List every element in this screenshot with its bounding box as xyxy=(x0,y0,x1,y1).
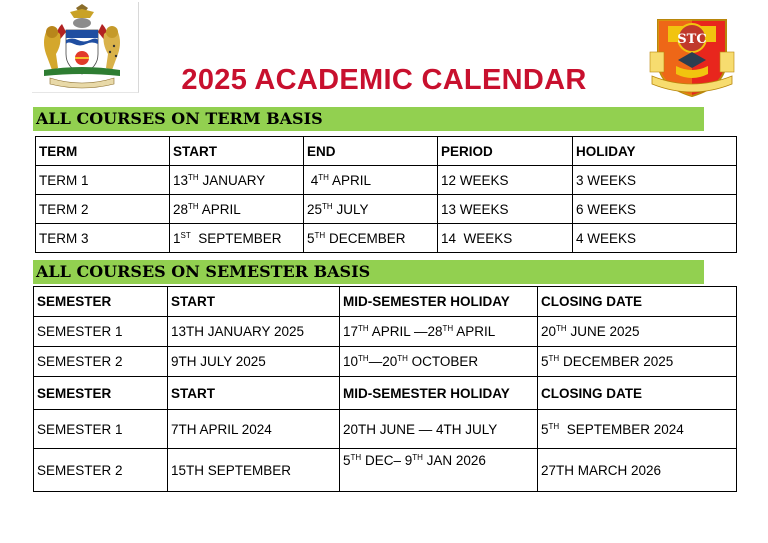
table-row xyxy=(34,410,737,449)
start-cell: 1ST SEPTEMBER xyxy=(170,224,304,253)
table-row xyxy=(36,166,737,195)
semester-cell: SEMESTER 1 xyxy=(34,317,168,347)
mid-holiday-cell: 10TH—20TH OCTOBER xyxy=(340,347,538,377)
term-cell: TERM 3 xyxy=(36,224,170,253)
closing-date-cell: 5TH SEPTEMBER 2024 xyxy=(538,410,737,449)
holiday-cell: 6 WEEKS xyxy=(573,195,737,224)
mid-holiday-cell: 17TH APRIL —28TH APRIL xyxy=(340,317,538,347)
end-cell: 5TH DECEMBER xyxy=(304,224,438,253)
closing-date-cell: 27TH MARCH 2026 xyxy=(538,449,737,492)
start-cell: 9TH JULY 2025 xyxy=(168,347,340,377)
semester-cell: SEMESTER 2 xyxy=(34,347,168,377)
term-cell: TERM 1 xyxy=(36,166,170,195)
table-row xyxy=(36,224,737,253)
term-table xyxy=(35,136,737,253)
column-header-period: PERIOD xyxy=(438,137,573,166)
mid-holiday-cell: 5TH DEC– 9TH JAN 2026 xyxy=(340,449,538,492)
closing-date-cell: 5TH DECEMBER 2025 xyxy=(538,347,737,377)
term-section-banner: ALL COURSES ON TERM BASIS xyxy=(33,107,704,131)
column-header-mid-semester-holiday: MID-SEMESTER HOLIDAY xyxy=(340,287,538,317)
table-row xyxy=(34,347,737,377)
table-row xyxy=(34,449,737,492)
period-cell: 12 WEEKS xyxy=(438,166,573,195)
column-header-mid-semester-holiday: MID-SEMESTER HOLIDAY xyxy=(340,377,538,410)
column-header-holiday: HOLIDAY xyxy=(573,137,737,166)
column-header-term: TERM xyxy=(36,137,170,166)
semester-cell: SEMESTER 2 xyxy=(34,449,168,492)
table-header-row xyxy=(34,287,737,317)
start-cell: 13TH JANUARY xyxy=(170,166,304,195)
start-cell: 15TH SEPTEMBER xyxy=(168,449,340,492)
table-row xyxy=(36,195,737,224)
closing-date-cell: 20TH JUNE 2025 xyxy=(538,317,737,347)
semester-table xyxy=(33,286,737,492)
table-header-row xyxy=(36,137,737,166)
page-title: 2025 ACADEMIC CALENDAR xyxy=(181,64,587,96)
end-cell: 25TH JULY xyxy=(304,195,438,224)
table-row xyxy=(34,317,737,347)
mid-holiday-cell: 20TH JUNE — 4TH JULY xyxy=(340,410,538,449)
column-header-start: START xyxy=(168,377,340,410)
svg-text:STC: STC xyxy=(677,32,707,47)
holiday-cell: 3 WEEKS xyxy=(573,166,737,195)
start-cell: 13TH JANUARY 2025 xyxy=(168,317,340,347)
table-header-row xyxy=(34,377,737,410)
semester-cell: SEMESTER 1 xyxy=(34,410,168,449)
start-cell: 28TH APRIL xyxy=(170,195,304,224)
start-cell: 7TH APRIL 2024 xyxy=(168,410,340,449)
column-header-semester: SEMESTER xyxy=(34,287,168,317)
end-cell: 4TH APRIL xyxy=(304,166,438,195)
period-cell: 13 WEEKS xyxy=(438,195,573,224)
column-header-closing-date: CLOSING DATE xyxy=(538,287,737,317)
term-cell: TERM 2 xyxy=(36,195,170,224)
holiday-cell: 4 WEEKS xyxy=(573,224,737,253)
column-header-end: END xyxy=(304,137,438,166)
column-header-start: START xyxy=(168,287,340,317)
column-header-semester: SEMESTER xyxy=(34,377,168,410)
semester-section-banner: ALL COURSES ON SEMESTER BASIS xyxy=(33,260,704,284)
column-header-start: START xyxy=(170,137,304,166)
period-cell: 14 WEEKS xyxy=(438,224,573,253)
column-header-closing-date: CLOSING DATE xyxy=(538,377,737,410)
